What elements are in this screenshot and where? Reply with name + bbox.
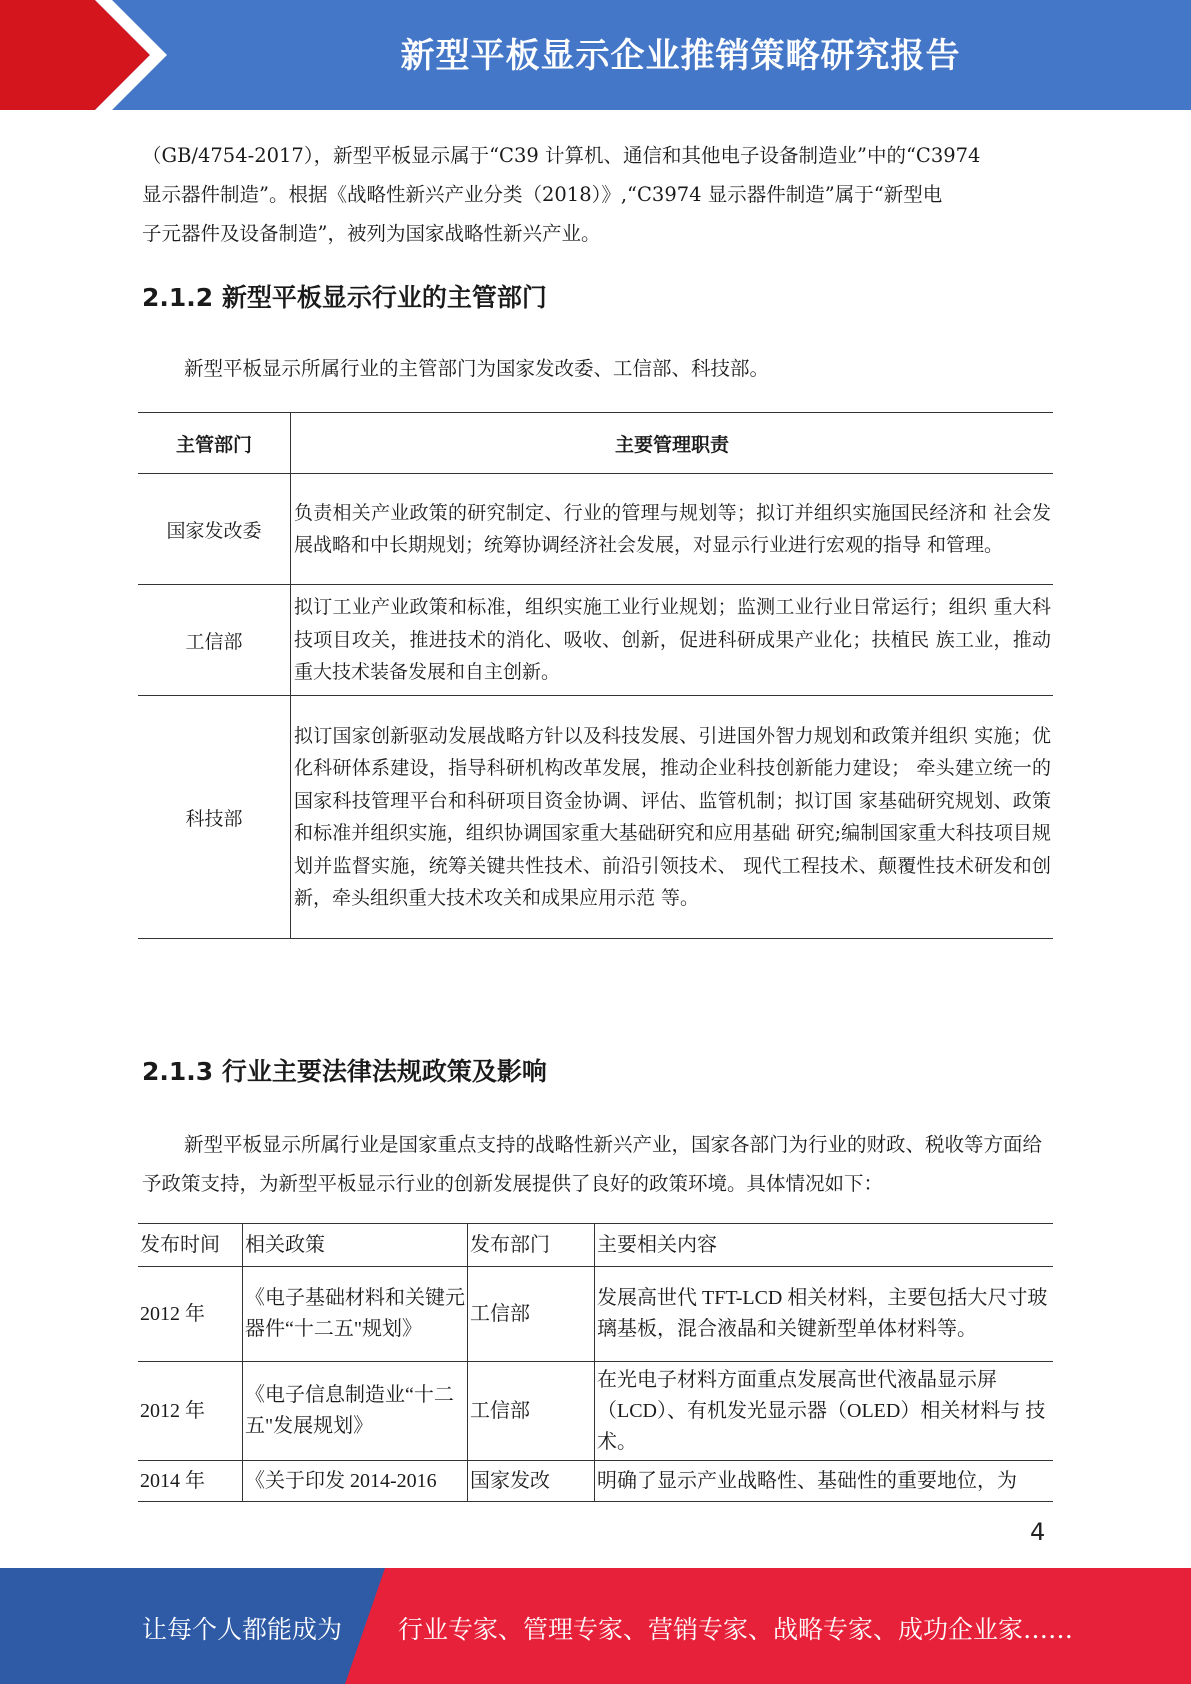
dept-cell: 科技部 (138, 696, 291, 939)
section-heading-2-1-3: 2.1.3 行业主要法律法规政策及影响 (142, 1057, 547, 1086)
intro-paragraph (142, 136, 1052, 253)
section-heading-2-1-2: 2.1.2 新型平板显示行业的主管部门 (142, 283, 547, 312)
content-cell: 在光电子材料方面重点发展高世代液晶显示屏（LCD）、有机发光显示器（OLED）相关材料与 技术。 (595, 1362, 1054, 1461)
intro-line: 显示器件制造”。根据《战略性新兴产业分类（2018）》,“C3974 显示器件制造”属于“新型电 (142, 183, 943, 206)
table-row (138, 1362, 1053, 1461)
departments-table (138, 412, 1053, 939)
page-header (0, 0, 1191, 110)
dept-cell: 工信部 (138, 585, 291, 696)
table-header-cell: 相关政策 (243, 1224, 468, 1267)
content-cell: 明确了显示产业战略性、基础性的重要地位，为 (595, 1461, 1054, 1502)
header-arrow-decoration (0, 0, 200, 110)
table-header-cell: 主要相关内容 (595, 1224, 1054, 1267)
content-cell: 发展高世代 TFT-LCD 相关材料，主要包括大尺寸玻璃基板，混合液晶和关键新型单体材料等。 (595, 1267, 1054, 1362)
time-cell: 2012 年 (138, 1362, 243, 1461)
intro-line: （GB/4754-2017），新型平板显示属于“C39 计算机、通信和其他电子设备制造业”中的“C3974 (142, 144, 981, 167)
dept-cell: 工信部 (468, 1362, 595, 1461)
policy-table (138, 1223, 1053, 1502)
duty-cell: 拟订工业产业政策和标准，组织实施工业行业规划；监测工业行业日常运行；组织 重大科技项目攻关，推进技术的消化、吸收、创新，促进科研成果产业化；扶植民 族工业，推动重大技术装备发展和自主创新。 (291, 585, 1054, 696)
footer-slogan-right: 行业专家、管理专家、营销专家、战略专家、成功企业家…… (398, 1615, 1074, 1644)
dept-cell: 工信部 (468, 1267, 595, 1362)
section-2-1-3-paragraph: 新型平板显示所属行业是国家重点支持的战略性新兴产业，国家各部门为行业的财政、税收等方面给予政策支持，为新型平板显示行业的创新发展提供了良好的政策环境。具体情况如下： (142, 1133, 1043, 1195)
table-header-row (138, 1224, 1053, 1267)
time-cell: 2012 年 (138, 1267, 243, 1362)
footer-slogan-left: 让每个人都能成为 (142, 1615, 343, 1644)
dept-cell: 国家发改 (468, 1461, 595, 1502)
dept-cell: 国家发改委 (138, 474, 291, 585)
section-2-1-2-paragraph: 新型平板显示所属行业的主管部门为国家发改委、工信部、科技部。 (184, 357, 770, 380)
time-cell: 2014 年 (138, 1461, 243, 1502)
page-number: 4 (1030, 1518, 1046, 1546)
policy-cell: 《关于印发 2014-2016 (243, 1461, 468, 1502)
table-header-cell: 发布部门 (468, 1224, 595, 1267)
table-header-cell: 发布时间 (138, 1224, 243, 1267)
table-header-cell: 主管部门 (138, 413, 291, 474)
table-row (138, 474, 1053, 585)
duty-cell: 拟订国家创新驱动发展战略方针以及科技发展、引进国外智力规划和政策并组织 实施；优化科研体系建设，指导科研机构改革发展，推动企业科技创新能力建设； 牵头建立统一的国家科技管理平台和科研项目资金协调、评估、监管机制；拟订国 家基础研究规划、政策和标准并组织实施，组织协调国家重大基础研究和应用基础 研究;编制国家重大科技项目规划并监督实施，统筹关键共性技术、前沿引领技术、 现代工程技术、颠覆性技术研发和创新，牵头组织重大技术攻关和成果应用示范 等。 (291, 696, 1054, 939)
table-row (138, 585, 1053, 696)
duty-cell: 负责相关产业政策的研究制定、行业的管理与规划等；拟订并组织实施国民经济和 社会发展战略和中长期规划；统筹协调经济社会发展，对显示行业进行宏观的指导 和管理。 (291, 474, 1054, 585)
report-title: 新型平板显示企业推销策略研究报告 (400, 36, 961, 76)
table-row (138, 696, 1053, 939)
page-footer (0, 1568, 1191, 1684)
intro-line: 子元器件及设备制造”，被列为国家战略性新兴产业。 (142, 222, 601, 245)
table-header-row (138, 413, 1053, 474)
policy-cell: 《电子基础材料和关键元器件“十二五"规划》 (243, 1267, 468, 1362)
policy-cell: 《电子信息制造业“十二五"发展规划》 (243, 1362, 468, 1461)
table-header-cell: 主要管理职责 (291, 413, 1054, 474)
table-row (138, 1461, 1053, 1502)
table-row (138, 1267, 1053, 1362)
